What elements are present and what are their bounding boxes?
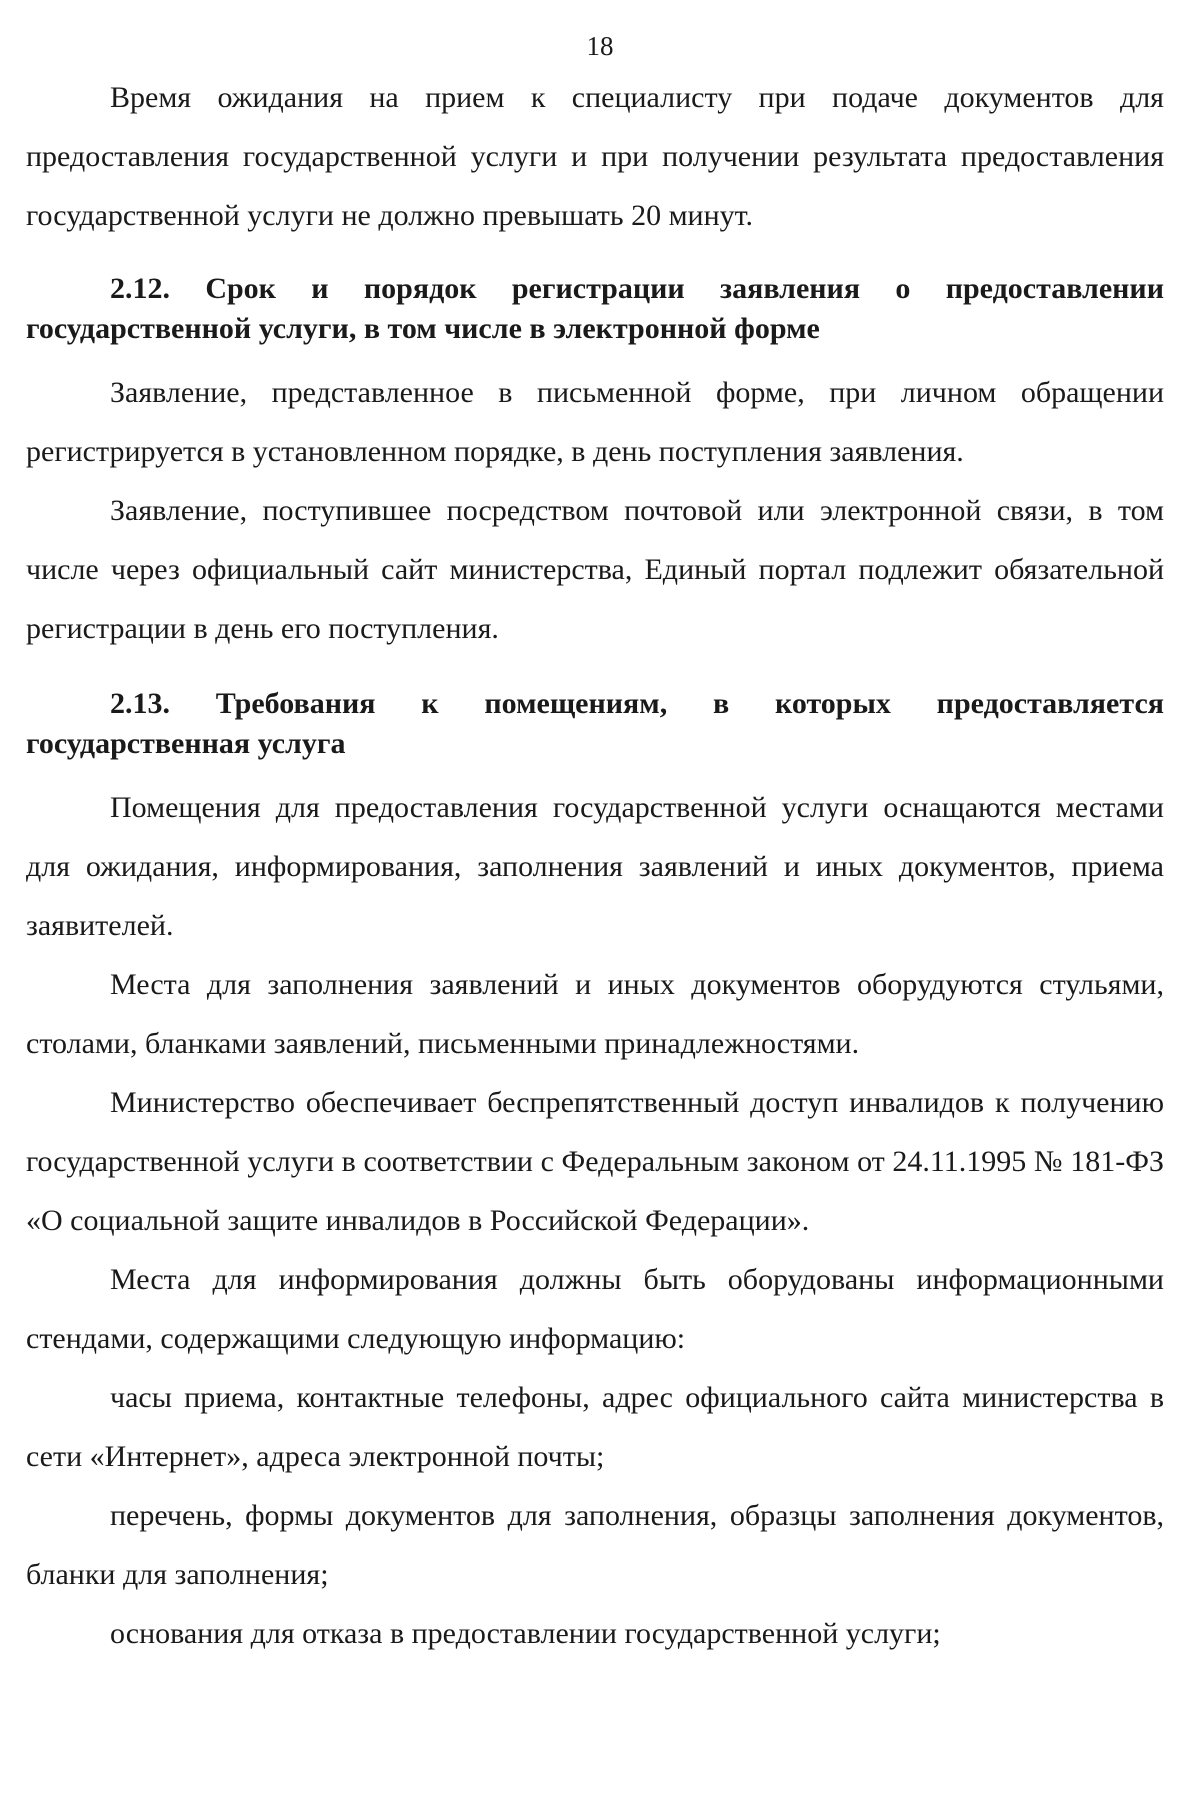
paragraph-refusal-grounds: основания для отказа в предоставлении государственной услуги; xyxy=(110,1617,941,1650)
paragraph-filling-places: Места для заполнения заявлений и иных документов оборудуются стульями, столами, бланками заявлений, письменными принадлежностями. xyxy=(26,968,1164,1060)
paragraph-document-forms: перечень, формы документов для заполнения, образцы заполнения документов, бланки для заполнения; xyxy=(26,1499,1164,1591)
paragraph-waiting-time: Время ожидания на прием к специалисту при подаче документов для предоставления государственной услуги и при получении результата предоставления государственной услуги не должно превышать 20 минут. xyxy=(26,81,1164,232)
paragraph-information-stands: Места для информирования должны быть оборудованы информационными стендами, содержащими следующую информацию: xyxy=(26,1263,1164,1355)
paragraph-premises-equipment: Помещения для предоставления государственной услуги оснащаются местами для ожидания, информирования, заполнения заявлений и иных документов, приема заявителей. xyxy=(26,791,1164,942)
section-heading-2-13: 2.13. Требования к помещениям, в которых предоставляется государственная услуга xyxy=(26,687,1164,760)
document-body xyxy=(26,68,1164,1663)
paragraph-written-registration: Заявление, представленное в письменной форме, при личном обращении регистрируется в установленном порядке, в день поступления заявления. xyxy=(26,376,1164,468)
page-number: 18 xyxy=(586,31,614,61)
paragraph-disabled-access: Министерство обеспечивает беспрепятственный доступ инвалидов к получению государственной услуги в соответствии с Федеральным законом от 24.11.1995 № 181-ФЗ «О социальной защите инвалидов в Российской Федерации». xyxy=(26,1086,1164,1237)
paragraph-reception-hours: часы приема, контактные телефоны, адрес официального сайта министерства в сети «Интернет», адреса электронной почты; xyxy=(26,1381,1164,1473)
section-heading-2-12: 2.12. Срок и порядок регистрации заявления о предоставлении государственной услуги, в том числе в электронной форме xyxy=(26,272,1164,345)
paragraph-electronic-registration: Заявление, поступившее посредством почтовой или электронной связи, в том числе через официальный сайт министерства, Единый портал подлежит обязательной регистрации в день его поступления. xyxy=(26,494,1164,645)
